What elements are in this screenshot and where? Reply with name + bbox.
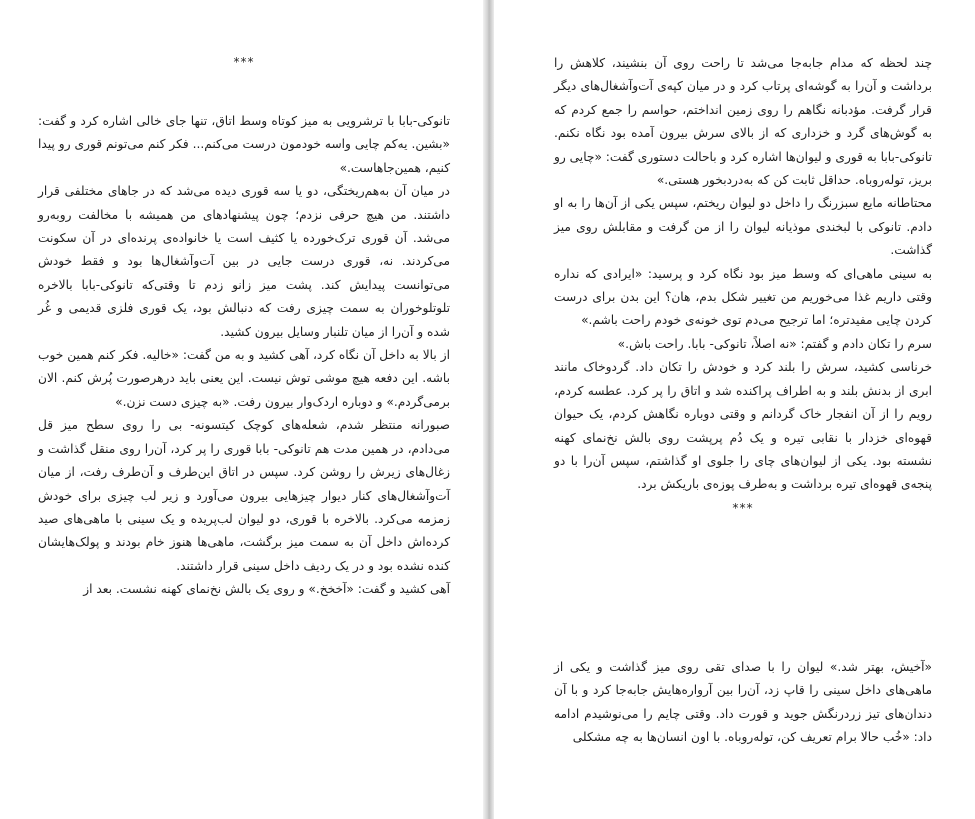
paragraph: خرناسی کشید، سرش را بلند کرد و خودش را تکان داد. گردوخاک مانند ابری از بدنش بلند و به اطراف پراکنده شد و اتاق را پر کرد. عطسه کردم، رویم را از آن انفجار خاک گردانم و وقتی دوباره نگاهش کردم، یک حیوان قهوه‌ای خزدار با نقابی تیره و یک دُم پرپشت روی بالش نخ‌نمای کهنه نشسته بود. یکی از لیوان‌های چای را جلوی او گذاشتم، سپس آن‌را با دو پنجه‌ی قهوه‌ای تیره برداشت و به‌طرف پوزه‌ی باریکش برد. — [554, 360, 932, 492]
left-page — [0, 0, 483, 819]
paragraph: آهی کشید و گفت: «آخخخ.» و روی یک بالش نخ‌نمای کهنه نشست. بعد از — [83, 582, 450, 597]
right-text-block-top — [554, 52, 932, 520]
paragraph: سرم را تکان دادم و گفتم: «نه اصلاً، تانوکی- بابا. راحت باش.» — [617, 336, 932, 351]
paragraph: صبورانه منتظر شدم، شعله‌های کوچک کیتسونه- بی را روی سطح میز قل می‌دادم، در همین مدت هم تانوکی- بابا قوری را پر کرد، آن‌را روی منقل گذاشت و زغال‌های زیرش را روشن کرد. سپس در اتاق این‌طرف و آن‌طرف رفت، از میان آت‌وآشغال‌های کنار دیوار چیزهایی بیرون می‌آورد و زیر لب چیزی برای خودش زمزمه می‌کرد. بالاخره با قوری، دو لیوان لب‌پریده و یک سینی با ماهی‌های صید کرده‌اش داخل آن به سمت میز برگشت، ماهی‌ها هنوز خام بودند و پولک‌هایشان کنده نشده بود و در یک ردیف داخل سینی قرار داشتند. — [38, 418, 450, 573]
section-separator: *** — [233, 55, 255, 69]
paragraph: در میان آن به‌هم‌ریختگی، دو یا سه قوری دیده می‌شد که در جاهای مختلفی قرار داشتند. من هیچ حرفی نزدم؛ چون پیشنهادهای من همیشه با مخالفت روبه‌رو می‌شد. آن قوری ترک‌خورده یا کثیف است یا خانواده‌ی پرنده‌ای در آن سکونت می‌کردند. نه، قوری درست جایی در بین آت‌وآشغال‌ها بود و فقط خودش می‌توانست پیدایش کند. پشت میز زانو زدم تا وقتی‌که تانوکی-بابا بالاخره تلوتلوخوران به سمت چیزی رفت که دنبالش بود، یک قوری فلزی قدیمی و غُر شده و آن‌را از میان تلنبار وسایل بیرون کشید. — [38, 184, 450, 339]
paragraph: به سینی ماهی‌ای که وسط میز بود نگاه کرد و پرسید: «ایرادی که نداره وقتی داریم غذا می‌خوریم من تغییر شکل بدم، هان؟ این بدن برای درست کردن چایی مفیدتره؛ اما ترجیح می‌دم توی خونه‌ی خودم راحت باشم.» — [554, 266, 932, 328]
right-page — [494, 0, 975, 819]
section-separator: *** — [732, 500, 754, 515]
paragraph: «آخیش، بهتر شد.» لیوان را با صدای تقی روی میز گذاشت و یکی از ماهی‌های داخل سینی را قاپ زد، آن‌را بین آرواره‌هایش جابه‌جا کرد و با آن دندان‌های تیز زردرنگش جوید و قورت داد. وقتی چایم را می‌نوشیدم ادامه داد: «خُب حالا برام تعریف کن، توله‌روباه. با اون انسان‌ها به چه مشکلی — [554, 660, 932, 745]
paragraph: از بالا به داخل آن نگاه کرد، آهی کشید و به من گفت: «خالیه. فکر کنم همین خوب باشه. این دفعه هیچ موشی توش نیست. این یعنی باید درهرصورت پُرش کنم. الان برمی‌گردم.» و دوباره اردک‌وار بیرون رفت. «به چیزی دست نزن.» — [38, 348, 450, 409]
book-spine — [483, 0, 494, 819]
right-text-block-bottom — [554, 656, 932, 750]
paragraph: محتاطانه مایع سبزرنگ را داخل دو لیوان ریختم، سپس یکی از آن‌ها را به او دادم. تانوکی با لبخندی موذیانه لیوان را از من گرفت و مقابلش روی میز گذاشت. — [554, 196, 932, 258]
paragraph: چند لحظه که مدام جابه‌جا می‌شد تا راحت روی آن بنشیند، کلاهش را برداشت و آن‌را به گوشه‌ای پرتاب کرد و در میان کپه‌ی آت‌وآشغال‌های دیگر قرار گرفت. مؤدبانه نگاهم را روی زمین انداختم، حواسم را جمع کردم که به گوش‌های گرد و خزداری که از بالای سرش بیرون آمده بود نگاه نکنم. تانوکی-بابا به قوری و لیوان‌ها اشاره کرد و باحالت دستوری گفت: «چایی رو بریز، توله‌روباه. حداقل ثابت کن که به‌دردبخور هستی.» — [554, 56, 932, 188]
left-text-block — [38, 110, 450, 602]
paragraph: تانوکی-بابا با ترشرویی به میز کوتاه وسط اتاق، تنها جای خالی اشاره کرد و گفت: «بشین. یه‌کم چایی واسه خودمون درست می‌کنم... فکر کنم می‌تونم قوری رو پیدا کنیم، همین‌جاهاست.» — [38, 114, 450, 175]
